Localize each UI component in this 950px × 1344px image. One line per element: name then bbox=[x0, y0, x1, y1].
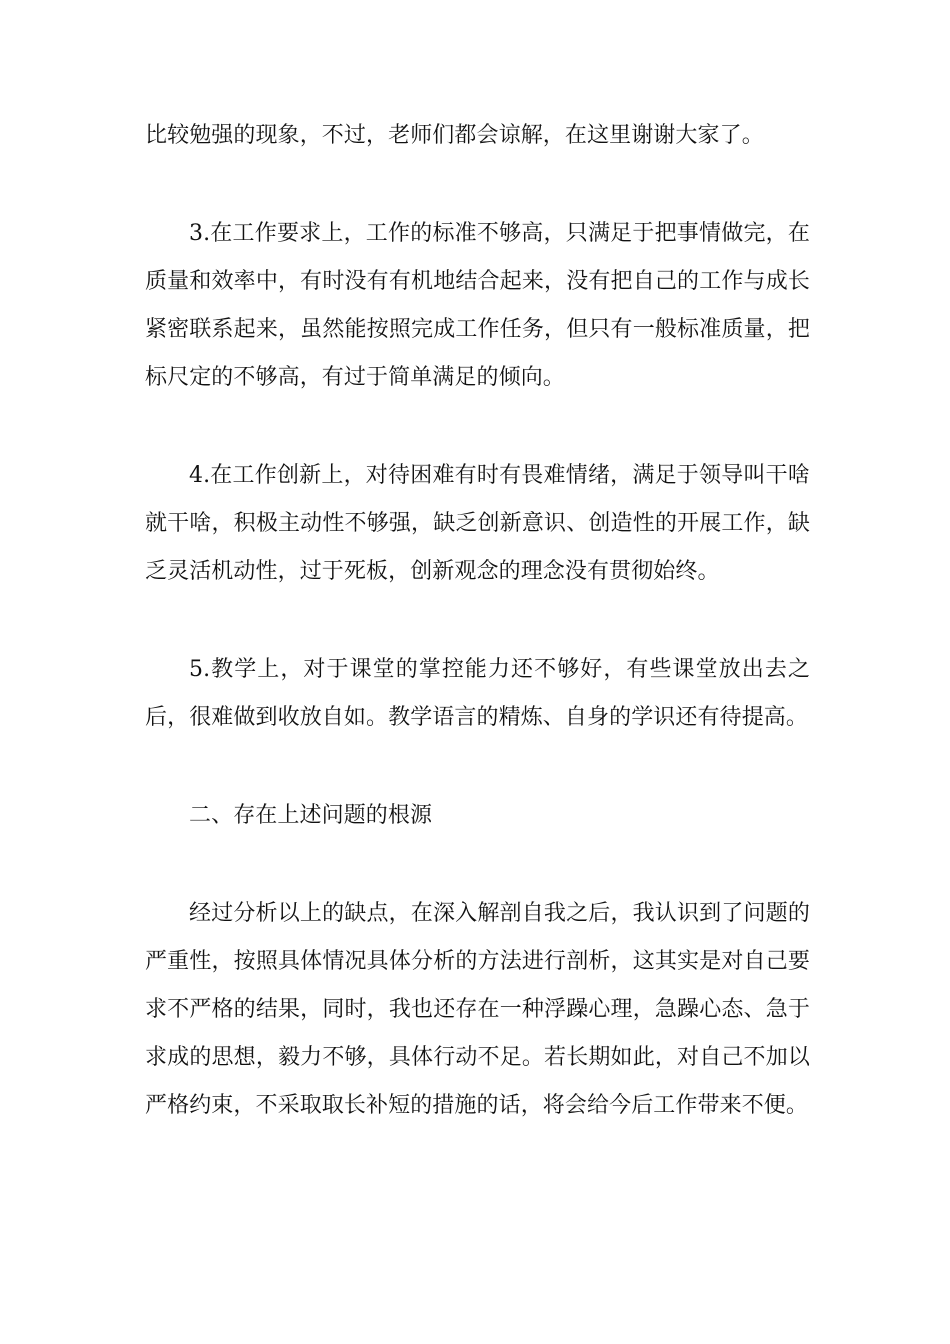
paragraph-closing: 经过分析以上的缺点，在深入解剖自我之后，我认识到了问题的严重性，按照具体情况具体分析的方法进行剖析，这其实是对自己要求不严格的结果，同时，我也还存在一种浮躁心理，急躁心态、急于求成的思想，毅力不够，具体行动不足。若长期如此，对自己不加以严格约束，不采取取长补短的措施的话，将会给今后工作带来不便。 bbox=[145, 901, 810, 1118]
paragraph-item-5: 5.教学上，对于课堂的掌控能力还不够好，有些课堂放出去之后，很难做到收放自如。教学语言的精炼、自身的学识还有待提高。 bbox=[145, 657, 810, 730]
document-body bbox=[145, 112, 810, 1180]
paragraph-item-3: 3.在工作要求上，工作的标准不够高，只满足于把事情做完，在质量和效率中，有时没有有机地结合起来，没有把自己的工作与成长紧密联系起来，虽然能按照完成工作任务，但只有一般标准质量，把标尺定的不够高，有过于简单满足的倾向。 bbox=[145, 221, 810, 390]
paragraph-item-4: 4.在工作创新上，对待困难有时有畏难情绪，满足于领导叫干啥就干啥，积极主动性不够强，缺乏创新意识、创造性的开展工作，缺乏灵活机动性，过于死板，创新观念的理念没有贯彻始终。 bbox=[145, 463, 810, 584]
section-heading: 二、存在上述问题的根源 bbox=[189, 803, 433, 828]
paragraph-continuation: 比较勉强的现象，不过，老师们都会谅解，在这里谢谢大家了。 bbox=[145, 123, 764, 148]
